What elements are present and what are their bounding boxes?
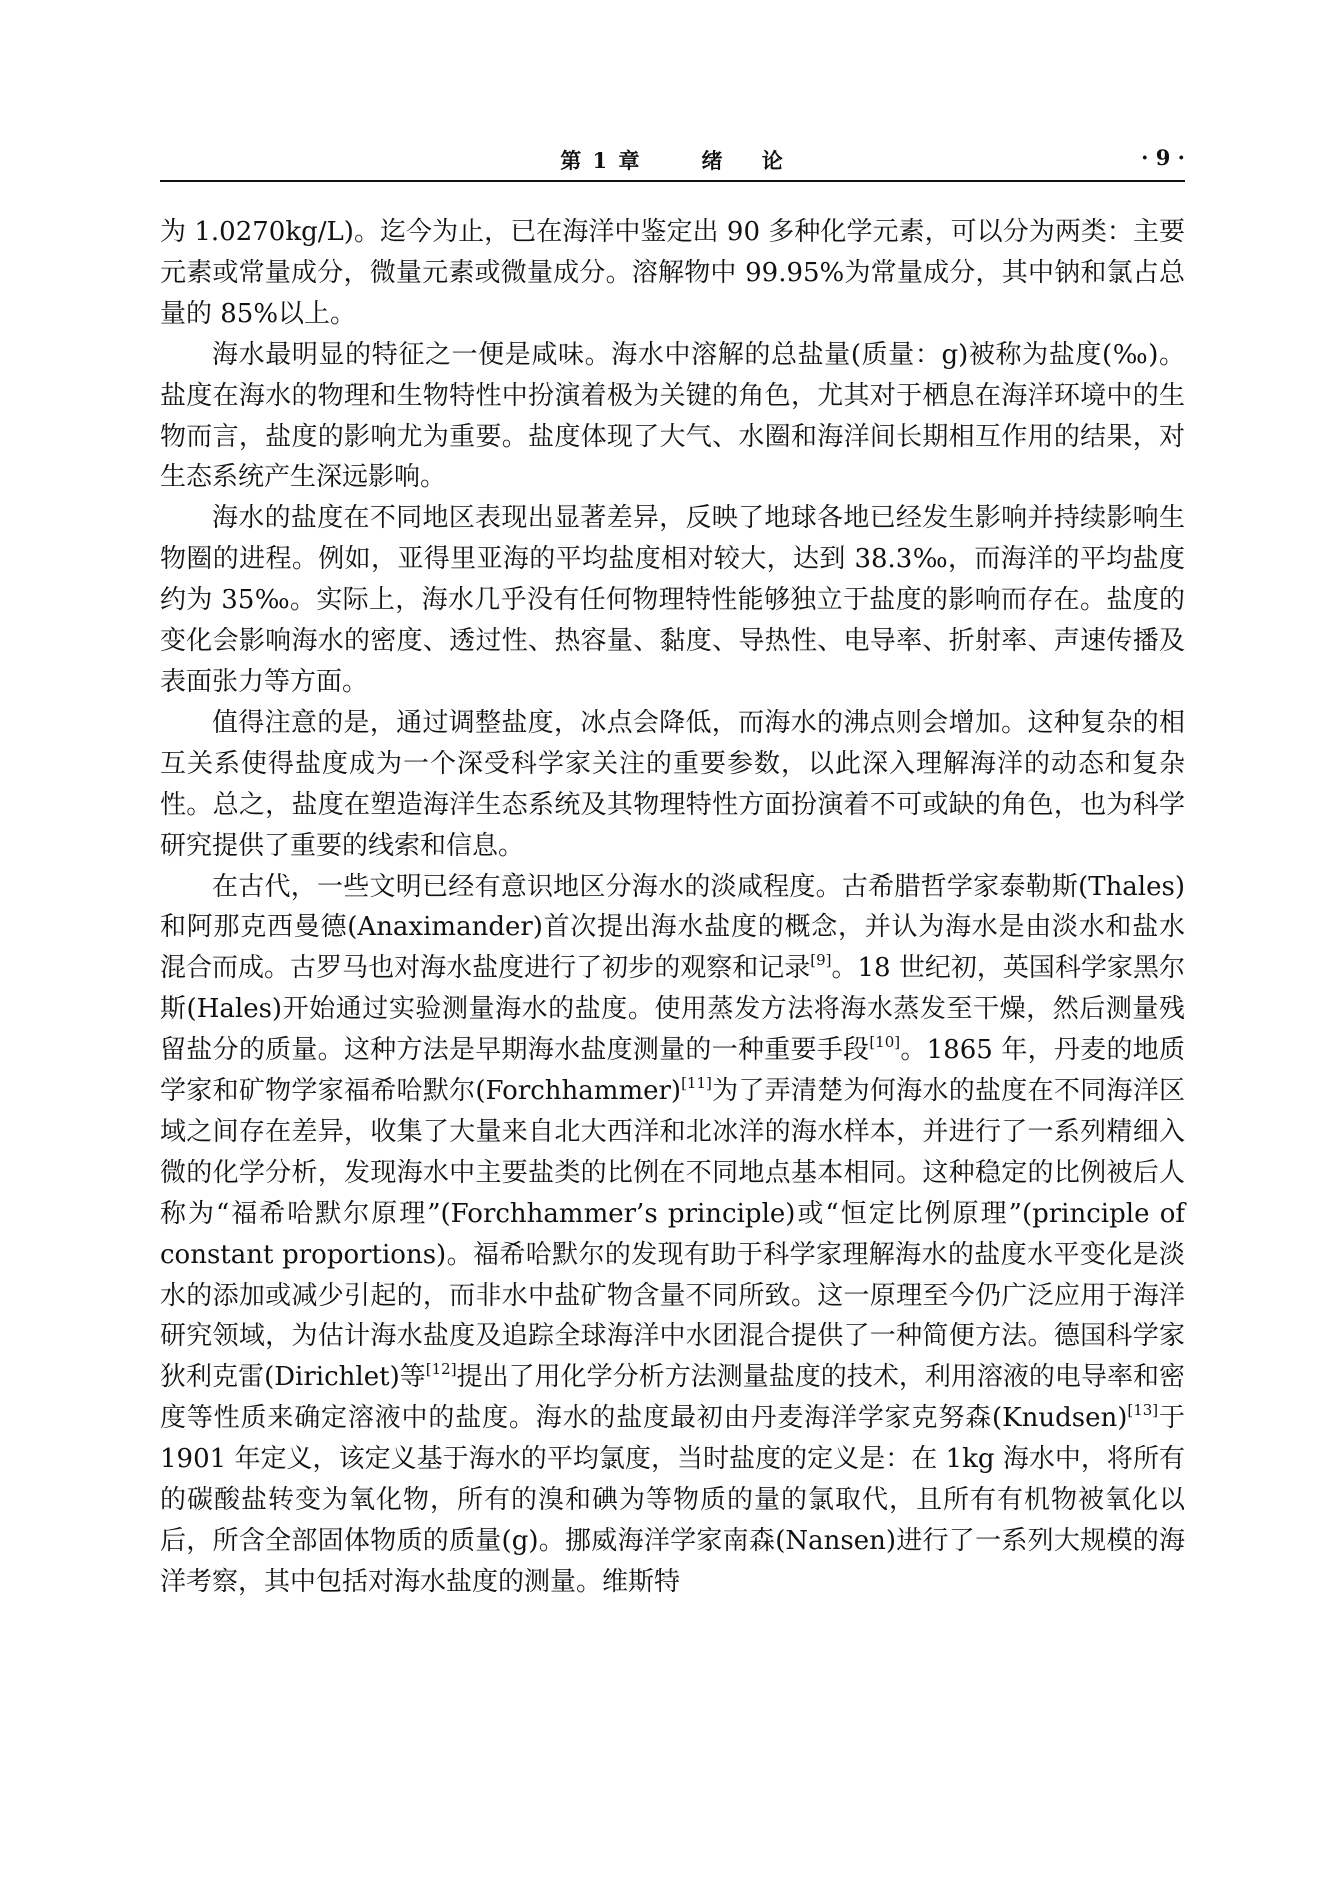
body-text <box>160 212 1185 1603</box>
citation-ref: [13] <box>1127 1401 1159 1420</box>
paragraph-p2 <box>160 335 1185 499</box>
citation-ref: [12] <box>425 1360 457 1379</box>
paragraph-text: 在古代，一些文明已经有意识地区分海水的淡咸程度。古希腊哲学家泰勒斯(Thales)和阿那克西曼德(Anaximander)首次提出海水盐度的概念，并认为海水是由淡水和盐水混合而成。古罗马也对海水盐度进行了初步的观察和记录 <box>160 871 1185 984</box>
paragraph-text: 海水最明显的特征之一便是咸味。海水中溶解的总盐量(质量：g)被称为盐度(‰)。盐度在海水的物理和生物特性中扮演着极为关键的角色，尤其对于栖息在海洋环境中的生物而言，盐度的影响尤为重要。盐度体现了大气、水圈和海洋间长期相互作用的结果，对生态系统产生深远影响。 <box>160 339 1185 493</box>
paragraph-p4 <box>160 703 1185 867</box>
paragraph-text: 于 1901 年定义，该定义基于海水的平均氯度，当时盐度的定义是：在 1kg 海水中，将所有的碳酸盐转变为氧化物，所有的溴和碘为等物质的量的氯取代，且所有有机物被氧化以后，所含全部固体物质的质量(g)。挪威海洋学家南森(Nansen)进行了一系列大规模的海洋考察，其中包括对海水盐度的测量。维斯特 <box>160 1403 1185 1597</box>
running-header <box>160 145 1185 181</box>
paragraph-text: 值得注意的是，通过调整盐度，冰点会降低，而海水的沸点则会增加。这种复杂的相互关系使得盐度成为一个深受科学家关注的重要参数，以此深入理解海洋的动态和复杂性。总之，盐度在塑造海洋生态系统及其物理特性方面扮演着不可或缺的角色，也为科学研究提供了重要的线索和信息。 <box>160 707 1185 861</box>
citation-ref: [10] <box>869 1032 901 1051</box>
paragraph-text: 为了弄清楚为何海水的盐度在不同海洋区域之间存在差异，收集了大量来自北大西洋和北冰洋的海水样本，并进行了一系列精细入微的化学分析，发现海水中主要盐类的比例在不同地点基本相同。这种稳定的比例被后人称为“福希哈默尔原理”(Forchhammer’s principle)或“恒定比例原理”(principle of constant proportions)。福希哈默尔的发现有助于科学家理解海水的盐度水平变化是淡水的添加或减少引起的，而非水中盐矿物含量不同所致。这一原理至今仍广泛应用于海洋研究领域，为估计海水盐度及追踪全球海洋中水团混合提供了一种简便方法。德国科学家狄利克雷(Dirichlet)等 <box>160 1076 1185 1393</box>
citation-ref: [11] <box>681 1073 712 1092</box>
chapter-heading <box>160 145 1185 175</box>
paragraph-text: 为 1.0270kg/L)。迄今为止，已在海洋中鉴定出 90 多种化学元素，可以分为两类：主要元素或常量成分，微量元素或微量成分。溶解物中 99.95%为常量成分，其中钠和氯占总量的 85%以上。 <box>160 217 1185 329</box>
paragraph-text: 提出了用化学分析方法测量盐度的技术，利用溶液的电导率和密度等性质来确定溶液中的盐度。海水的盐度最初由丹麦海洋学家克努森(Knudsen) <box>160 1362 1185 1434</box>
chapter-number: 第 1 章 <box>560 148 642 173</box>
paragraph-p3 <box>160 498 1185 703</box>
paragraph-p5 <box>160 867 1185 1603</box>
citation-ref: [9] <box>810 951 832 970</box>
paragraph-text: 。1865 年，丹麦的地质学家和矿物学家福希哈默尔(Forchhammer) <box>160 1035 1185 1107</box>
paragraph-p1 <box>160 212 1185 335</box>
header-rule <box>160 180 1185 182</box>
paragraph-text: 。18 世纪初，英国科学家黑尔斯(Hales)开始通过实验测量海水的盐度。使用蒸发方法将海水蒸发至干燥，然后测量残留盐分的质量。这种方法是早期海水盐度测量的一种重要手段 <box>160 953 1185 1066</box>
page-number: · 9 · <box>1141 145 1185 170</box>
chapter-title: 绪 论 <box>701 148 785 173</box>
paragraph-text: 海水的盐度在不同地区表现出显著差异，反映了地球各地已经发生影响并持续影响生物圈的进程。例如，亚得里亚海的平均盐度相对较大，达到 38.3‰，而海洋的平均盐度约为 35‰。实际上，海水几乎没有任何物理特性能够独立于盐度的影响而存在。盐度的变化会影响海水的密度、透过性、热容量、黏度、导热性、电导率、折射率、声速传播及表面张力等方面。 <box>160 503 1185 697</box>
